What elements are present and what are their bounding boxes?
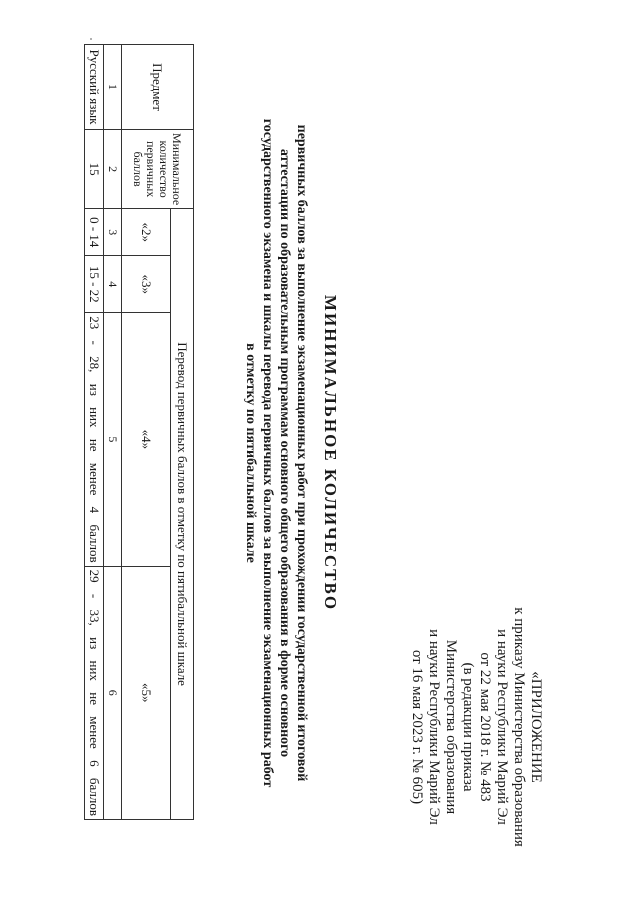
column-number: 6 xyxy=(104,566,122,819)
document-title: МИНИМАЛЬНОЕ КОЛИЧЕСТВО xyxy=(321,294,340,612)
column-numbers-row xyxy=(104,45,122,820)
scan-speck xyxy=(90,38,92,40)
appendix-line: «ПРИЛОЖЕНИЕ xyxy=(528,671,544,783)
grade-4-header: «4» xyxy=(122,313,171,566)
heading-line: государственного экзамена и шкалы перевода первичных баллов за выполнение экзаменационных работ xyxy=(260,118,275,788)
column-number: 4 xyxy=(104,256,122,313)
heading-line: первичных баллов за выполнение экзаменационных работ при прохождении государственной итоговой xyxy=(294,124,309,782)
appendix-line: от 22 мая 2018 г. № 483 xyxy=(477,652,493,802)
cell-grade-2: 0 - 14 xyxy=(85,209,104,256)
cell-grade-4: 23 - 28, из них не менее 4 баллов xyxy=(85,313,104,566)
table-row xyxy=(85,45,104,820)
column-number: 3 xyxy=(104,209,122,256)
column-number: 5 xyxy=(104,313,122,566)
grade-2-header: «2» xyxy=(122,209,171,256)
document-heading xyxy=(242,40,340,866)
appendix-line: Министерства образования xyxy=(443,639,459,815)
heading-line: в отметку по пятибалльной шкале xyxy=(243,343,258,563)
appendix-line: к приказу Министерства образования xyxy=(511,607,527,847)
heading-line: аттестации по образовательным программам основного общего образования в форме основного xyxy=(277,148,292,758)
appendix-line: от 16 мая 2023 г. № 605) xyxy=(409,649,425,805)
cell-subject: Русский язык xyxy=(85,45,104,130)
appendix-line: и науки Республики Марий Эл xyxy=(494,629,510,825)
header-scale: Перевод первичных баллов в отметку по пятибалльной шкале xyxy=(171,209,194,820)
column-number: 1 xyxy=(104,45,122,130)
cell-grade-3: 15 - 22 xyxy=(85,256,104,313)
appendix-line: (в редакции приказа xyxy=(460,662,476,792)
grade-5-header: «5» xyxy=(122,566,171,819)
header-subject: Предмет xyxy=(122,45,194,130)
cell-grade-5: 29 - 33, из них не менее 6 баллов xyxy=(85,566,104,819)
grade-3-header: «3» xyxy=(122,256,171,313)
scores-table xyxy=(84,44,194,820)
appendix-line: и науки Республики Марий Эл xyxy=(426,629,442,825)
header-min-score: Минимальное количество первичных баллов xyxy=(122,130,194,209)
cell-min-score: 15 xyxy=(85,130,104,209)
column-number: 2 xyxy=(104,130,122,209)
appendix-block xyxy=(408,572,544,882)
table-header-row xyxy=(171,45,194,820)
